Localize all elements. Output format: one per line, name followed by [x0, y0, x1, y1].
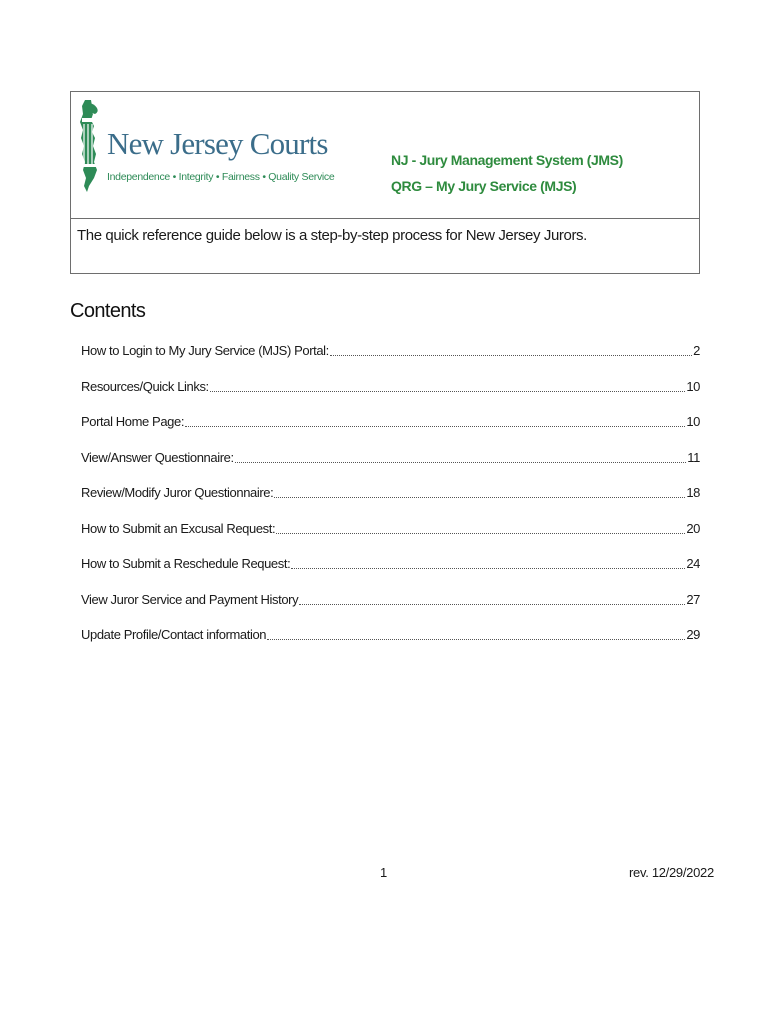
- table-of-contents: [81, 333, 700, 653]
- intro-text: The quick reference guide below is a step-by-step process for New Jersey Jurors.: [77, 227, 587, 244]
- toc-entry-answer-questionnaire[interactable]: [81, 440, 700, 476]
- toc-entry-login[interactable]: [81, 333, 700, 369]
- toc-entry-label: View Juror Service and Payment History: [81, 591, 299, 607]
- nj-state-icon: [77, 98, 107, 193]
- toc-entry-page: 24: [686, 556, 700, 572]
- toc-entry-label: Review/Modify Juror Questionnaire:: [81, 485, 274, 501]
- toc-entry-page: 10: [686, 414, 700, 430]
- toc-entry-label: Resources/Quick Links:: [81, 378, 209, 394]
- toc-entry-page: 10: [686, 378, 700, 394]
- toc-entry-label: View/Answer Questionnaire:: [81, 449, 234, 465]
- toc-entry-page: 11: [687, 449, 700, 465]
- toc-entry-label: How to Login to My Jury Service (MJS) Portal:: [81, 343, 329, 359]
- logo-tagline: Independence • Integrity • Fairness • Quality Service: [107, 171, 335, 183]
- toc-leader-dots: [210, 379, 686, 392]
- toc-entry-page: 18: [686, 485, 700, 501]
- document-title: NJ - Jury Management System (JMS): [391, 152, 623, 168]
- toc-entry-page: 20: [686, 520, 700, 536]
- toc-leader-dots: [291, 556, 685, 569]
- header-banner: [71, 92, 699, 219]
- toc-entry-label: Portal Home Page:: [81, 414, 185, 430]
- toc-entry-page: 29: [686, 627, 700, 643]
- toc-leader-dots: [185, 414, 685, 427]
- toc-leader-dots: [274, 485, 685, 498]
- toc-leader-dots: [299, 592, 685, 605]
- document-subtitle: QRG – My Jury Service (MJS): [391, 178, 577, 194]
- toc-leader-dots: [267, 627, 685, 640]
- toc-leader-dots: [276, 521, 685, 534]
- toc-entry-resources[interactable]: [81, 369, 700, 405]
- toc-entry-page: 27: [686, 591, 700, 607]
- toc-entry-excusal-request[interactable]: [81, 511, 700, 547]
- toc-entry-page: 2: [693, 343, 700, 359]
- toc-entry-portal-home[interactable]: [81, 404, 700, 440]
- toc-entry-label: How to Submit an Excusal Request:: [81, 520, 276, 536]
- toc-entry-service-history[interactable]: [81, 582, 700, 618]
- document-titles: [391, 147, 623, 199]
- toc-entry-reschedule-request[interactable]: [81, 546, 700, 582]
- nj-courts-logo: [77, 98, 335, 193]
- toc-entry-label: Update Profile/Contact information: [81, 627, 267, 643]
- revision-date: rev. 12/29/2022: [629, 865, 714, 880]
- logo-wordmark: New Jersey Courts: [107, 126, 328, 161]
- header-box: [70, 91, 700, 274]
- contents-heading: Contents: [70, 300, 146, 322]
- toc-entry-label: How to Submit a Reschedule Request:: [81, 556, 291, 572]
- toc-entry-modify-questionnaire[interactable]: [81, 475, 700, 511]
- toc-leader-dots: [235, 450, 687, 463]
- toc-leader-dots: [330, 343, 692, 356]
- toc-entry-update-profile[interactable]: [81, 617, 700, 653]
- page-number: 1: [380, 865, 388, 880]
